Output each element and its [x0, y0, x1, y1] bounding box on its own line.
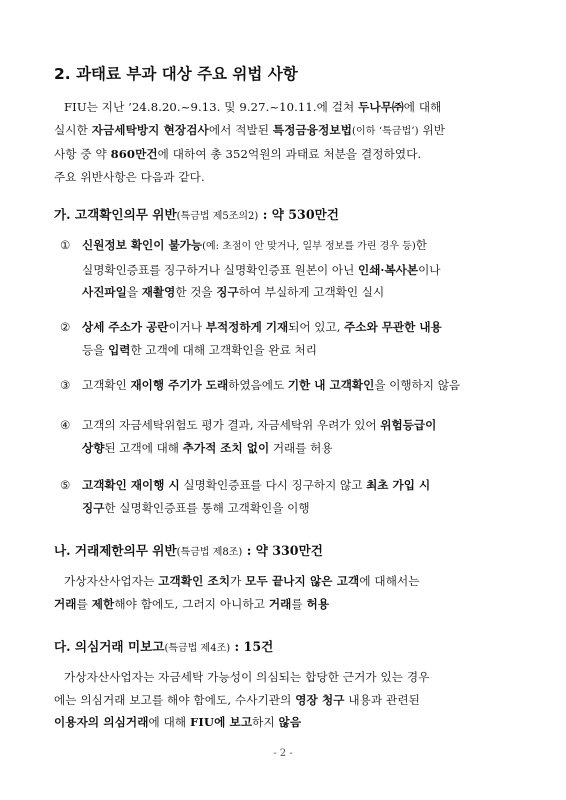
- list-item: ⑤ 고객확인 재이행 시 실명확인증표를 다시 징구하지 않고 최초 가입 시 징구한 실명확인증표를 통해 고객확인을 이행: [60, 474, 430, 519]
- list-item: ① 신원정보 확인이 불가능(예: 초점이 안 맞거나, 일부 정보를 가린 경우 등)한 실명확인증표를 징구하거나 실명확인증표 원본이 아닌 인쇄·복사본이나 사진파일을 재촬영한 것을 징구하여 부실하게 고객확인 실시: [60, 234, 440, 304]
- heading-na: 나. 거래제한의무 위반(특금법 제8조) : 약 330만건: [54, 543, 323, 558]
- circled-number-1: ①: [60, 238, 71, 252]
- section-title: 2. 과태료 부과 대상 주요 위법 사항: [54, 65, 298, 83]
- intro-paragraph: FIU는 지난 ’24.8.20.~9.13. 및 9.27.~10.11.에 걸쳐 두나무㈜에 대해 실시한 자금세탁방지 현장검사에서 적발된 특정금융정보법(이하 ‘특금법’) 위반 사항 중 약 860만건에 대하여 총 352억원의 과태료 처분을 결정하였다. 주요 위반사항은 다음과 같다.: [54, 100, 446, 184]
- na-paragraph: 가상자산사업자는 고객확인 조치가 모두 끝나지 않은 고객에 대해서는 거래를 제한해야 함에도, 그러지 아니하고 거래를 허용: [54, 574, 420, 611]
- da-paragraph: 가상자산사업자는 자금세탁 가능성이 의심되는 합당한 근거가 있는 경우 에는 의심거래 보고를 해야 함에도, 수사기관의 영장 청구 내용과 관련된 이용자의 의심거래에 대해 FIU에 보고하지 않음: [54, 670, 430, 729]
- page-number: - 2 -: [273, 748, 293, 759]
- heading-da: 다. 의심거래 미보고(특금법 제4조) : 15건: [54, 639, 274, 654]
- list-item: ② 상세 주소가 공란이거나 부적정하게 기재되어 있고, 주소와 무관한 내용 등을 입력한 고객에 대해 고객확인을 완료 처리: [60, 316, 442, 361]
- circled-number-5: ⑤: [60, 478, 71, 492]
- list-item: ③ 고객확인 재이행 주기가 도래하였음에도 기한 내 고객확인을 이행하지 않음: [60, 374, 460, 397]
- list-item: ④ 고객의 자금세탁위험도 평가 결과, 자금세탁위 우려가 있어 위험등급이 상향된 고객에 대해 추가적 조치 없이 거래를 허용: [60, 414, 436, 459]
- circled-number-2: ②: [60, 320, 71, 334]
- circled-number-4: ④: [60, 418, 71, 432]
- heading-ga: 가. 고객확인의무 위반(특금법 제5조의2) : 약 530만건: [54, 207, 339, 222]
- circled-number-3: ③: [60, 378, 71, 392]
